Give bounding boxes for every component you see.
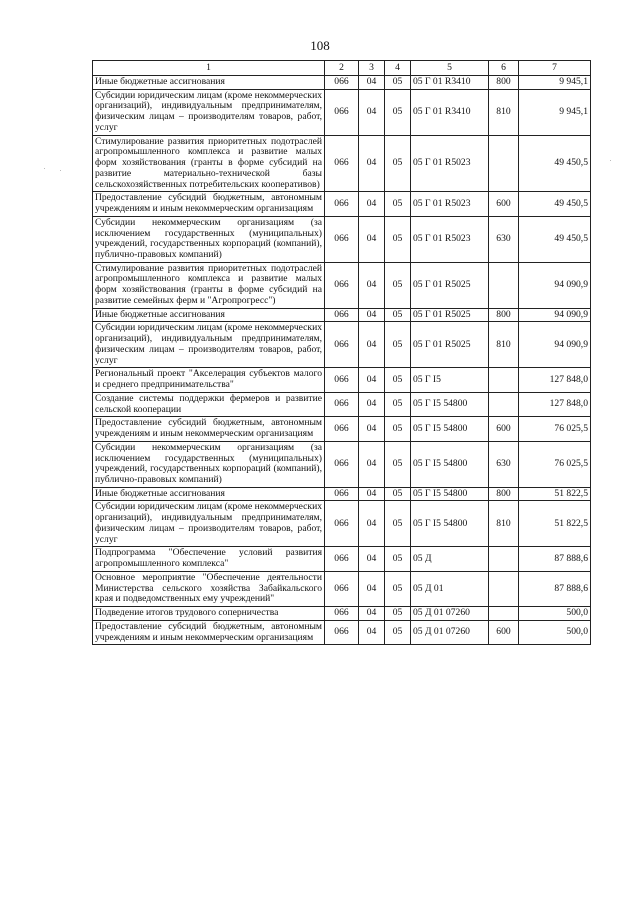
header-col-6: 6 (489, 61, 519, 76)
row-target-code-cell: 05 Г I5 (411, 368, 489, 392)
row-amount-cell: 76 025,5 (519, 417, 591, 441)
row-name-cell: Подведение итогов трудового соперничества (93, 607, 325, 621)
row-subsection-cell: 05 (385, 216, 411, 262)
row-target-code-cell: 05 Г I5 54800 (411, 487, 489, 501)
row-name-cell: Создание системы поддержки фермеров и развитие сельской кооперации (93, 392, 325, 416)
table-row (93, 620, 591, 644)
row-target-code-cell: 05 Г 01 R5025 (411, 308, 489, 322)
page-number: 108 (310, 38, 330, 53)
header-col-4: 4 (385, 61, 411, 76)
row-subsection-cell: 05 (385, 571, 411, 606)
row-expense-type-cell: 810 (489, 322, 519, 368)
row-section-cell: 04 (359, 368, 385, 392)
row-expense-type-cell: 630 (489, 441, 519, 487)
row-name-cell: Предоставление субсидий бюджетным, автономным учреждениям и иным некоммерческим организациям (93, 620, 325, 644)
row-expense-type-cell (489, 392, 519, 416)
row-ministry-code-cell: 066 (325, 135, 359, 192)
row-amount-cell: 51 822,5 (519, 487, 591, 501)
row-amount-cell: 51 822,5 (519, 501, 591, 547)
row-section-cell: 04 (359, 89, 385, 135)
row-amount-cell: 127 848,0 (519, 392, 591, 416)
row-section-cell: 04 (359, 417, 385, 441)
row-subsection-cell: 05 (385, 135, 411, 192)
row-subsection-cell: 05 (385, 76, 411, 90)
row-target-code-cell: 05 Г I5 54800 (411, 392, 489, 416)
row-name-cell: Иные бюджетные ассигнования (93, 308, 325, 322)
row-expense-type-cell: 600 (489, 620, 519, 644)
table-row (93, 392, 591, 416)
row-ministry-code-cell: 066 (325, 76, 359, 90)
header-col-7: 7 (519, 61, 591, 76)
row-section-cell: 04 (359, 392, 385, 416)
table-row (93, 441, 591, 487)
row-amount-cell: 49 450,5 (519, 216, 591, 262)
row-name-cell: Подпрограмма "Обеспечение условий развития агропромышленного комплекса" (93, 547, 325, 571)
row-ministry-code-cell: 066 (325, 417, 359, 441)
row-subsection-cell: 05 (385, 607, 411, 621)
row-target-code-cell: 05 Г 01 R5025 (411, 322, 489, 368)
table-row (93, 571, 591, 606)
row-amount-cell: 94 090,9 (519, 322, 591, 368)
row-ministry-code-cell: 066 (325, 368, 359, 392)
row-ministry-code-cell: 066 (325, 262, 359, 308)
row-name-cell: Предоставление субсидий бюджетным, автономным учреждениям и иным некоммерческим организациям (93, 192, 325, 216)
row-name-cell: Субсидии некоммерческим организациям (за исключением государственных (муниципальных) учреждений, государственных корпораций (компаний), публично-правовых компаний) (93, 441, 325, 487)
scan-speck (60, 170, 61, 171)
row-amount-cell: 9 945,1 (519, 76, 591, 90)
table-body (93, 76, 591, 645)
table-row (93, 501, 591, 547)
row-amount-cell: 87 888,6 (519, 571, 591, 606)
row-amount-cell: 9 945,1 (519, 89, 591, 135)
row-subsection-cell: 05 (385, 441, 411, 487)
row-ministry-code-cell: 066 (325, 392, 359, 416)
row-target-code-cell: 05 Г 01 R5023 (411, 216, 489, 262)
row-target-code-cell: 05 Г I5 54800 (411, 417, 489, 441)
row-amount-cell: 49 450,5 (519, 135, 591, 192)
table-row (93, 368, 591, 392)
row-section-cell: 04 (359, 607, 385, 621)
table-row (93, 216, 591, 262)
row-amount-cell: 49 450,5 (519, 192, 591, 216)
row-amount-cell: 76 025,5 (519, 441, 591, 487)
row-name-cell: Стимулирование развития приоритетных подотраслей агропромышленного комплекса и развитие малых форм хозяйствования (гранты в форме субсидий на развитие материально-технической базы сельскохозяйственных потребительских кооперативов) (93, 135, 325, 192)
row-expense-type-cell: 600 (489, 192, 519, 216)
row-ministry-code-cell: 066 (325, 571, 359, 606)
row-name-cell: Субсидии юридическим лицам (кроме некоммерческих организаций), индивидуальным предпринимателям, физическим лицам – производителям товаров, работ, услуг (93, 501, 325, 547)
table-row (93, 417, 591, 441)
header-col-3: 3 (359, 61, 385, 76)
table-header-row (93, 61, 591, 76)
table-row (93, 76, 591, 90)
row-section-cell: 04 (359, 322, 385, 368)
row-expense-type-cell (489, 262, 519, 308)
row-target-code-cell: 05 Г 01 R5023 (411, 135, 489, 192)
row-ministry-code-cell: 066 (325, 89, 359, 135)
row-expense-type-cell: 800 (489, 76, 519, 90)
row-target-code-cell: 05 Г I5 54800 (411, 441, 489, 487)
row-subsection-cell: 05 (385, 89, 411, 135)
row-section-cell: 04 (359, 501, 385, 547)
row-amount-cell: 500,0 (519, 620, 591, 644)
row-section-cell: 04 (359, 262, 385, 308)
row-target-code-cell: 05 Д 01 (411, 571, 489, 606)
row-name-cell: Иные бюджетные ассигнования (93, 76, 325, 90)
row-expense-type-cell (489, 135, 519, 192)
header-col-2: 2 (325, 61, 359, 76)
row-target-code-cell: 05 Г 01 R3410 (411, 89, 489, 135)
row-ministry-code-cell: 066 (325, 547, 359, 571)
row-ministry-code-cell: 066 (325, 308, 359, 322)
row-amount-cell: 500,0 (519, 607, 591, 621)
row-subsection-cell: 05 (385, 547, 411, 571)
row-name-cell: Предоставление субсидий бюджетным, автономным учреждениям и иным некоммерческим организациям (93, 417, 325, 441)
row-amount-cell: 87 888,6 (519, 547, 591, 571)
row-expense-type-cell: 630 (489, 216, 519, 262)
row-section-cell: 04 (359, 308, 385, 322)
row-ministry-code-cell: 066 (325, 607, 359, 621)
row-expense-type-cell (489, 607, 519, 621)
row-section-cell: 04 (359, 620, 385, 644)
row-target-code-cell: 05 Д 01 07260 (411, 620, 489, 644)
row-expense-type-cell: 600 (489, 417, 519, 441)
row-expense-type-cell: 810 (489, 501, 519, 547)
row-name-cell: Стимулирование развития приоритетных подотраслей агропромышленного комплекса и развитие малых форм хозяйствования (гранты в форме субсидий на развитие семейных ферм и "Агропрогресс") (93, 262, 325, 308)
table-row (93, 487, 591, 501)
row-subsection-cell: 05 (385, 262, 411, 308)
row-name-cell: Основное мероприятие "Обеспечение деятельности Министерства сельского хозяйства Забайкальского края и подведомственных ему учреждений" (93, 571, 325, 606)
row-target-code-cell: 05 Д 01 07260 (411, 607, 489, 621)
row-ministry-code-cell: 066 (325, 487, 359, 501)
row-section-cell: 04 (359, 192, 385, 216)
row-subsection-cell: 05 (385, 308, 411, 322)
table-row (93, 192, 591, 216)
row-target-code-cell: 05 Г I5 54800 (411, 501, 489, 547)
row-ministry-code-cell: 066 (325, 441, 359, 487)
row-target-code-cell: 05 Г 01 R5023 (411, 192, 489, 216)
row-section-cell: 04 (359, 571, 385, 606)
row-target-code-cell: 05 Д (411, 547, 489, 571)
row-target-code-cell: 05 Г 01 R5025 (411, 262, 489, 308)
row-ministry-code-cell: 066 (325, 322, 359, 368)
table-row (93, 262, 591, 308)
row-amount-cell: 127 848,0 (519, 368, 591, 392)
row-name-cell: Субсидии некоммерческим организациям (за исключением государственных (муниципальных) учреждений, государственных корпораций (компаний), публично-правовых компаний) (93, 216, 325, 262)
table-row (93, 135, 591, 192)
row-expense-type-cell: 810 (489, 89, 519, 135)
row-section-cell: 04 (359, 135, 385, 192)
row-ministry-code-cell: 066 (325, 620, 359, 644)
row-expense-type-cell: 800 (489, 308, 519, 322)
row-section-cell: 04 (359, 547, 385, 571)
header-col-1: 1 (93, 61, 325, 76)
row-subsection-cell: 05 (385, 620, 411, 644)
row-subsection-cell: 05 (385, 368, 411, 392)
row-subsection-cell: 05 (385, 487, 411, 501)
header-col-5: 5 (411, 61, 489, 76)
row-ministry-code-cell: 066 (325, 501, 359, 547)
row-section-cell: 04 (359, 216, 385, 262)
row-amount-cell: 94 090,9 (519, 308, 591, 322)
row-expense-type-cell (489, 571, 519, 606)
row-section-cell: 04 (359, 76, 385, 90)
row-section-cell: 04 (359, 487, 385, 501)
row-target-code-cell: 05 Г 01 R3410 (411, 76, 489, 90)
row-expense-type-cell (489, 368, 519, 392)
row-section-cell: 04 (359, 441, 385, 487)
row-expense-type-cell (489, 547, 519, 571)
table-row (93, 308, 591, 322)
scan-speck (44, 168, 45, 169)
row-name-cell: Иные бюджетные ассигнования (93, 487, 325, 501)
row-name-cell: Субсидии юридическим лицам (кроме некоммерческих организаций), индивидуальным предпринимателям, физическим лицам – производителям товаров, работ, услуг (93, 322, 325, 368)
row-subsection-cell: 05 (385, 392, 411, 416)
scan-speck (610, 160, 611, 161)
budget-table (92, 60, 591, 645)
row-name-cell: Региональный проект "Акселерация субъектов малого и среднего предпринимательства" (93, 368, 325, 392)
table-row (93, 322, 591, 368)
row-ministry-code-cell: 066 (325, 192, 359, 216)
row-subsection-cell: 05 (385, 322, 411, 368)
row-subsection-cell: 05 (385, 417, 411, 441)
row-name-cell: Субсидии юридическим лицам (кроме некоммерческих организаций), индивидуальным предпринимателям, физическим лицам – производителям товаров, работ, услуг (93, 89, 325, 135)
row-subsection-cell: 05 (385, 192, 411, 216)
row-expense-type-cell: 800 (489, 487, 519, 501)
table-row (93, 89, 591, 135)
row-subsection-cell: 05 (385, 501, 411, 547)
table-row (93, 547, 591, 571)
row-amount-cell: 94 090,9 (519, 262, 591, 308)
row-ministry-code-cell: 066 (325, 216, 359, 262)
table-row (93, 607, 591, 621)
